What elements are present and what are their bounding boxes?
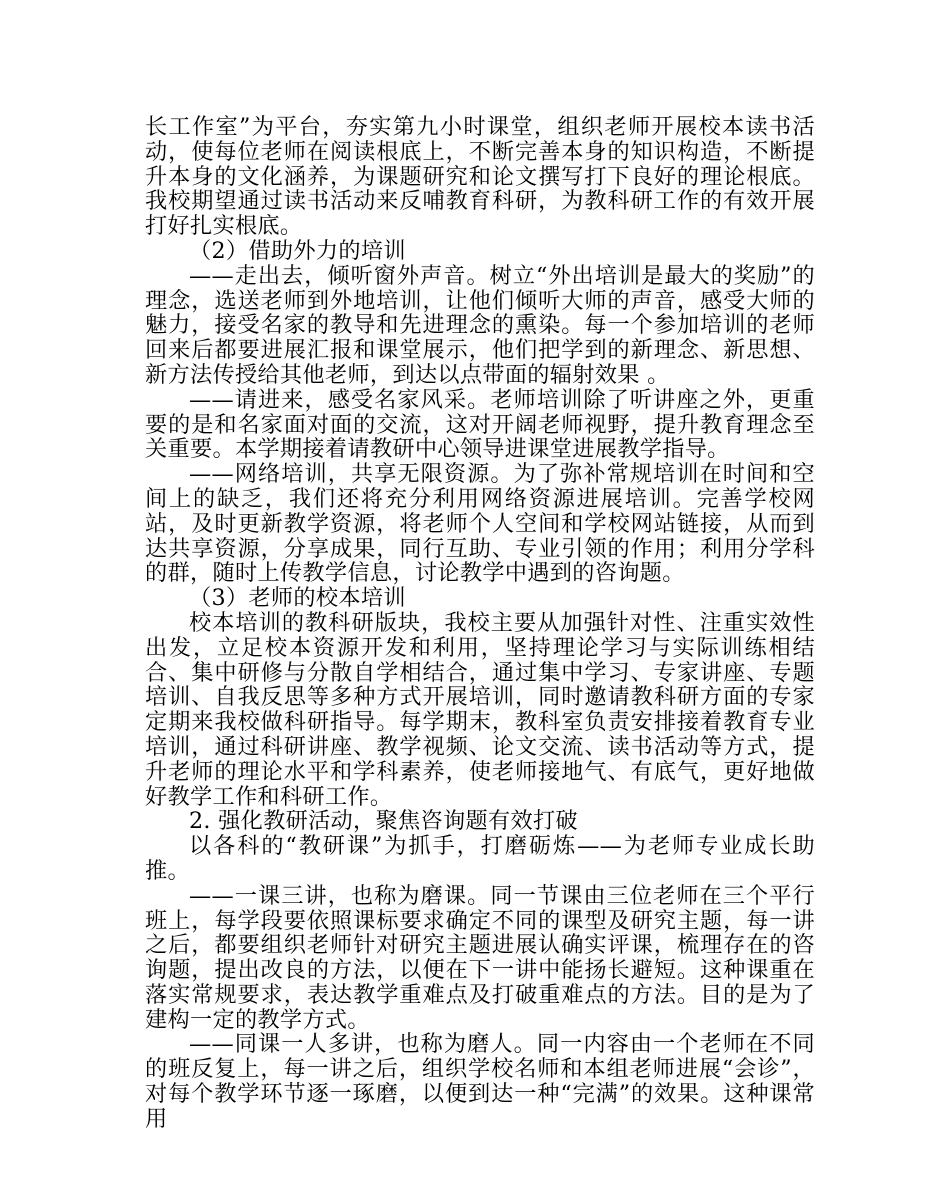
paragraph-inviting-in: ——请进来，感受名家风采。老师培训除了听讲座之外，更重要的是和名家面对面的交流，这对开阔老师视野，提升教育理念至关重要。本学期接着请教研中心领导进课堂进展教学指导。 xyxy=(145,386,815,463)
paragraph-reading-activities: 长工作室”为平台，夯实第九小时课堂，组织老师开展校本读书活动，使每位老师在阅读根底上，不断完善本身的知识构造，不断提升本身的文化涵养，为课题研究和论文撰写打下良好的理论根底。我校期望通过读书活动来反哺教育科研，为教科研工作的有效开展打好扎实根底。 xyxy=(145,114,815,240)
paragraph-one-lesson-three-talks: ——一课三讲，也称为磨课。同一节课由三位老师在三个平行班上，每学段要依照课标要求确定不同的课型及研究主题，每一讲之后，都要组织老师针对研究主题进展认确实评课，梳理存在的咨询题，提出改良的方法，以便在下一讲中能扬长避短。这种课重在落实常规要求，表达教学重难点及打破重难点的方法。目的是为了建构一定的教学方式。 xyxy=(145,882,815,1033)
paragraph-network-training: ——网络培训，共享无限资源。为了弥补常规培训在时间和空间上的缺乏，我们还将充分利用网络资源进展培训。完善学校网站，及时更新教学资源，将老师个人空间和学校网站链接，从而到达共享资源，分享成果，同行互助、专业引领的作用；利用分学科的群，随时上传教学信息，讨论教学中遇到的咨询题。 xyxy=(145,461,815,587)
heading-teaching-research: 2. 强化教研活动，聚焦咨询题有效打破 xyxy=(189,808,578,835)
paragraph-same-lesson-multiple-talks: ——同课一人多讲，也称为磨人。同一内容由一个老师在不同的班反复上，每一讲之后，组织学校名师和本组老师进展“会诊”，对每个教学环节逐一琢磨，以便到达一种“完满”的效果。这种课常用 xyxy=(145,1031,815,1132)
paragraph-research-lessons: 以各科的“教研课”为抓手，打磨砺炼——为老师专业成长助推。 xyxy=(145,833,815,884)
heading-external-training: （2）借助外力的培训 xyxy=(189,237,406,264)
paragraph-going-out: ——走出去，倾听窗外声音。树立“外出培训是最大的奖励”的理念，选送老师到外地培训，让他们倾听大师的声音，感受大师的魅力，接受名家的教导和先进理念的熏染。每一个参加培训的老师回来后都要进展汇报和课堂展示，他们把学到的新理念、新思想、新方法传授给其他老师，到达以点带面的辐射效果 。 xyxy=(145,262,815,388)
paragraph-school-based-training: 校本培训的教科研版块，我校主要从加强针对性、注重实效性出发，立足校本资源开发和利用，坚持理论学习与实际训练相结合、集中研修与分散自学相结合，通过集中学习、专家讲座、专题培训、自我反思等多种方式开展培训，同时邀请教科研方面的专家定期来我校做科研指导。每学期末，教科室负责安排接着教育专业培训，通过科研讲座、教学视频、论文交流、读书活动等方式，提升老师的理论水平和学科素养，使老师接地气、有底气，更好地做好教学工作和科研工作。 xyxy=(145,609,815,810)
heading-school-based-training: （3）老师的校本培训 xyxy=(189,585,406,612)
document-page xyxy=(145,115,815,1132)
